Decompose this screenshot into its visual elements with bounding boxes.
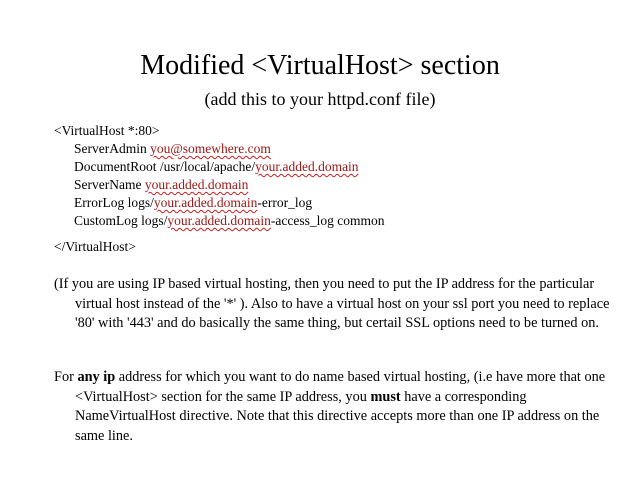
virtualhost-open-tag: <VirtualHost *:80>: [54, 123, 160, 138]
error-log-directive: ErrorLog logs/: [74, 195, 154, 210]
server-admin-line: [54, 140, 614, 158]
custom-log-suffix: -access_log common: [270, 213, 385, 228]
custom-log-line: [54, 212, 614, 230]
custom-log-directive: CustomLog logs/: [74, 213, 168, 228]
document-root-line: [54, 158, 614, 176]
server-admin-email: you@somewhere.com: [150, 141, 271, 156]
slide-subtitle: (add this to your httpd.conf file): [204, 89, 436, 109]
virtualhost-config-block: [54, 122, 614, 256]
server-admin-directive: ServerAdmin: [74, 141, 151, 156]
name-based-emphasis-must: must: [370, 388, 401, 405]
slide-title: Modified <VirtualHost> section: [140, 50, 500, 81]
server-name-domain: your.added.domain: [144, 177, 249, 192]
name-based-text-2: address for which you want to do name based virtual hosting, (i.e have more that one <VirtualHost> section for the same IP address, you: [75, 369, 606, 405]
custom-log-domain: your.added.domain: [167, 213, 271, 228]
name-based-emphasis-any-ip: any ip: [77, 369, 116, 385]
document-root-domain: your.added.domain: [255, 159, 359, 174]
name-based-hosting-note: [54, 368, 623, 446]
document-root-directive: DocumentRoot /usr/local/apache/: [74, 159, 256, 174]
error-log-line: [54, 194, 614, 212]
name-based-text-1: For: [54, 369, 78, 385]
server-name-directive: ServerName: [74, 177, 145, 192]
ip-based-hosting-note: (If you are using IP based virtual hosting, then you need to put the IP address for the particular virtual host instead of the '*' ). Also to have a virtual host on your ssl port you need to replace '80' with '443' and do basically the same thing, but certail SSL options need to be turned on.: [54, 276, 610, 331]
virtualhost-close-tag: </VirtualHost>: [54, 239, 136, 254]
name-based-text-3: have a corresponding NameVirtualHost directive. Note that this directive accepts more than one IP address on the same line.: [75, 388, 600, 444]
error-log-domain: your.added.domain: [153, 195, 258, 210]
error-log-suffix: -error_log: [257, 195, 313, 210]
server-name-line: [54, 176, 614, 194]
